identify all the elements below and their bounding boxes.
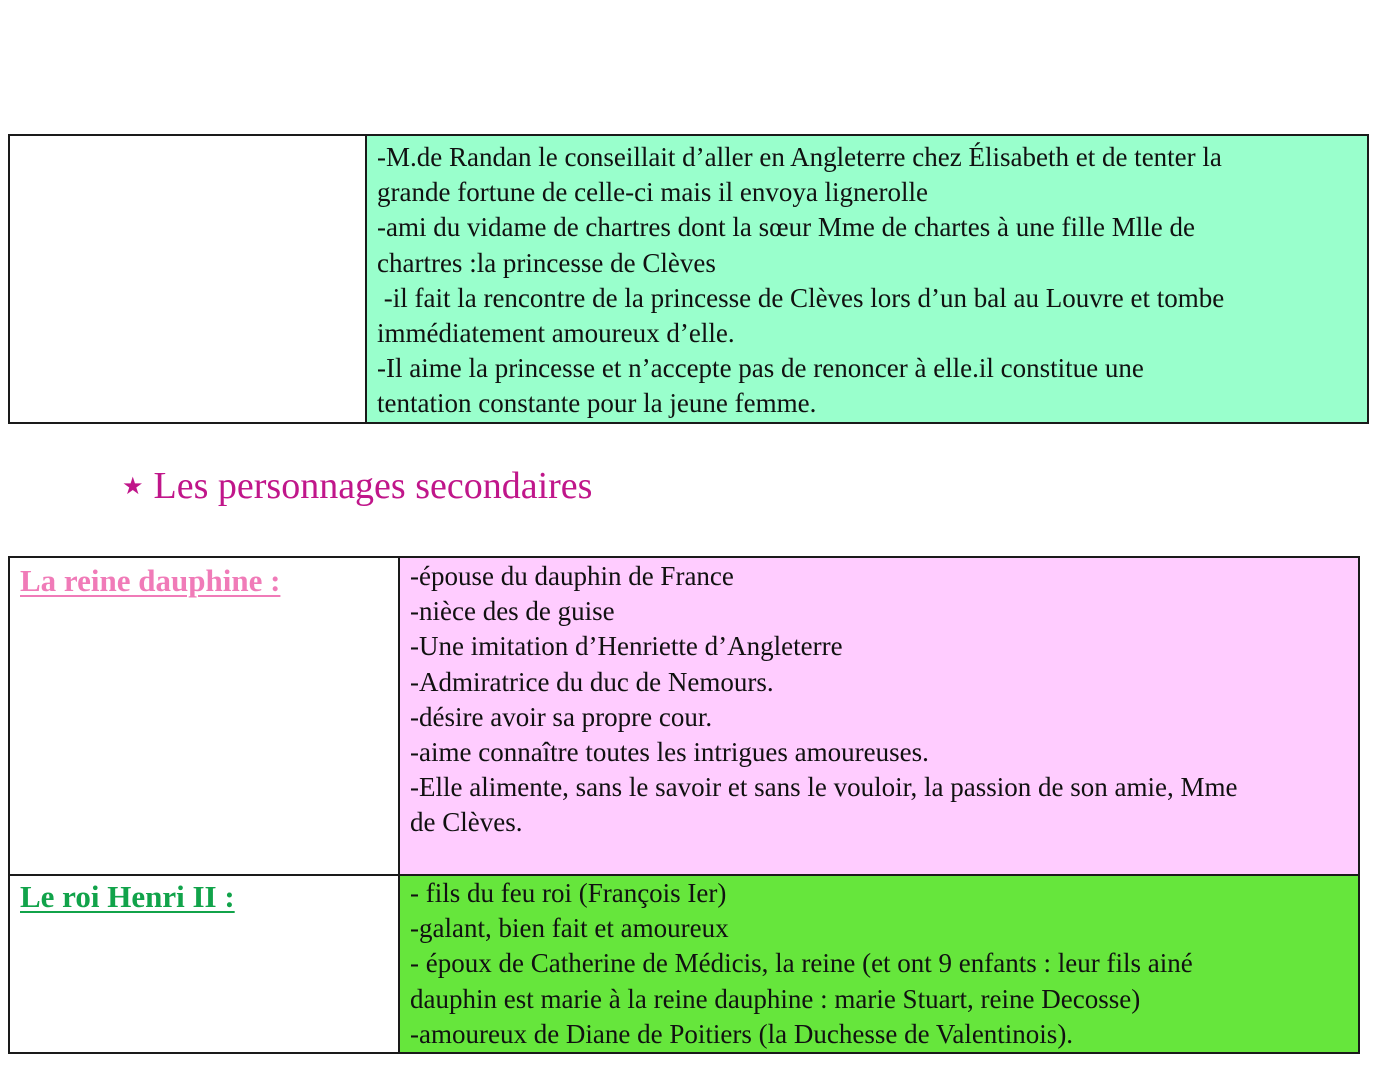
description-line: dauphin est marie à la reine dauphine : marie Stuart, reine Decosse) — [410, 983, 1141, 1014]
description-line: -Une imitation d’Henriette d’Angleterre — [410, 631, 843, 662]
table-row — [9, 557, 1359, 875]
description-line: -désire avoir sa propre cour. — [410, 701, 713, 732]
character-name: Le roi Henri II : — [20, 879, 235, 914]
character-description-cell — [399, 557, 1359, 875]
description-line: -Admiratrice du duc de Nemours. — [410, 666, 774, 697]
description-line: -épouse du dauphin de France — [410, 561, 734, 591]
description-line: -il fait la rencontre de la princesse de Clèves lors d’un bal au Louvre et tombe — [377, 282, 1225, 313]
character-description-cell — [399, 875, 1359, 1053]
description-line: -Il aime la princesse et n’accepte pas de renoncer à elle.il constitue une — [377, 353, 1144, 384]
character-name-cell — [9, 875, 399, 1053]
description-line: -nièce des de guise — [410, 596, 615, 627]
secondary-characters-table — [8, 556, 1360, 1054]
description-line: -aime connaître toutes les intrigues amoureuses. — [410, 737, 929, 768]
description-line: -amoureux de Diane de Poitiers (la Duchesse de Valentinois). — [410, 1018, 1074, 1049]
description-line: - époux de Catherine de Médicis, la reine (et ont 9 enfants : leur fils ainé — [410, 948, 1193, 979]
character-name: La reine dauphine : — [20, 563, 281, 598]
table-row — [9, 875, 1359, 1053]
star-icon: ★ — [122, 474, 144, 500]
description-line: -Elle alimente, sans le savoir et sans le vouloir, la passion de son amie, Mme — [410, 772, 1238, 803]
description-line: -galant, bien fait et amoureux — [410, 913, 729, 944]
section-title: Les personnages secondaires — [153, 465, 593, 507]
empty-name-cell — [9, 135, 366, 423]
description-line: grande fortune de celle-ci mais il envoya lignerolle — [377, 177, 929, 208]
section-heading — [122, 462, 592, 515]
description-line: immédiatement amoureux d’elle. — [377, 318, 735, 349]
character-name-cell — [9, 557, 399, 875]
character-table-continued — [8, 134, 1369, 424]
description-line: - fils du feu roi (François Ier) — [410, 878, 727, 908]
description-cell — [366, 135, 1368, 423]
description-line: -ami du vidame de chartres dont la sœur Mme de chartes à une fille Mlle de — [377, 212, 1195, 243]
description-line: chartres :la princesse de Clèves — [377, 247, 716, 278]
description-line: tentation constante pour la jeune femme. — [377, 388, 817, 419]
description-line: de Clèves. — [410, 807, 523, 838]
description-line: -M.de Randan le conseillait d’aller en Angleterre chez Élisabeth et de tenter la — [377, 142, 1222, 172]
